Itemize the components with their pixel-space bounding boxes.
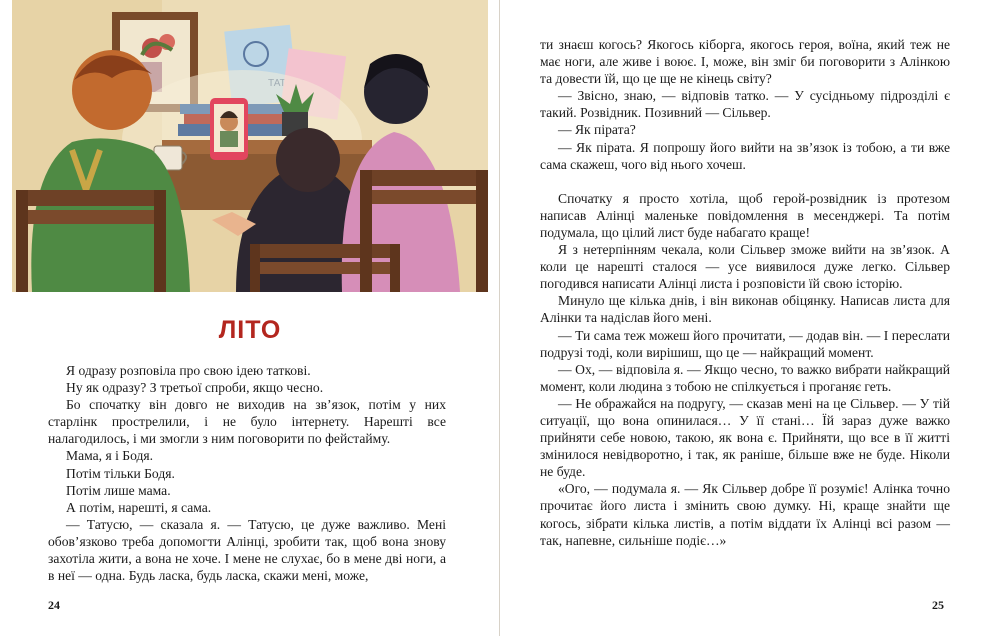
paragraph: Я одразу розповіла про свою ідею таткові. bbox=[66, 363, 311, 378]
paragraph: Потім тільки Бодя. bbox=[66, 465, 175, 481]
paragraph: Бо спочатку він довго не виходив на зв’язок, потім у них старлінк прострелили, і не було інтернету. Нарешті все налагодилось, і ми змогли з ним поговорити по фейстайму. bbox=[48, 397, 446, 447]
paragraph: — Ох, — відповіла я. — Якщо чесно, то важко вибрати найкращий момент, коли людина з тобою не спілкується і проганяє геть. bbox=[540, 361, 950, 394]
paragraph: — Татусю, — сказала я. — Татусю, це дуже важливо. Мені обов’язково треба допомогти Алінці, зробити так, щоб вона знову захотіла жити, а вона не хоче. І мене не слухає, бо в мене дві ноги, а в неї — одна. Будь ласка, будь ласка, скажи мені, може, bbox=[48, 516, 446, 584]
paragraph: Минуло ще кілька днів, і він виконав обіцянку. Написав листа для Алінки та надіслав його мені. bbox=[540, 293, 950, 326]
phone-video-call bbox=[210, 98, 248, 160]
paragraph: «Ого, — подумала я. — Як Сільвер добре її розуміє! Алінка точно прочитає його листа і змінить свою думку. Ні, краще знайти ще когось, зібрати кілька листів, а потім віддати їх Алінці всі разом — так, напевне, сильніше подіє…» bbox=[540, 481, 950, 548]
paragraph: — Звісно, знаю, — відповів татко. — У сусідньому підрозділі є такий. Розвідник. Позивний — Сільвер. bbox=[540, 88, 950, 121]
paragraph: Спочатку я просто хотіла, щоб герой-розвідник із протезом написав Алінці маленьке повідомлення в месенджері. Та потім подумала, що цілий лист буде набагато краще! bbox=[540, 190, 950, 240]
chapter-title: ЛІТО bbox=[218, 316, 282, 344]
right-page-text bbox=[540, 36, 950, 549]
page-number: 25 bbox=[932, 598, 944, 612]
paragraph: Я з нетерпінням чекала, коли Сільвер зможе вийти на зв’язок. А коли це нарешті сталося — усе виявилося дуже легко. Сільвер погодився написати Алінці листа і розповісти їй свою історію. bbox=[540, 242, 950, 292]
paragraph: Мама, я і Бодя. bbox=[66, 448, 154, 464]
paragraph: Ну як одразу? З третьої спроби, якщо чесно. bbox=[66, 380, 324, 396]
family-video-call-illustration bbox=[12, 0, 488, 292]
paragraph: — Як пірата. Я попрошу його вийти на зв’язок із тобою, а ти вже сама скажеш, чого від нього хочеш. bbox=[540, 139, 950, 172]
paragraph: — Ти сама теж можеш його прочитати, — додав він. — І переслати подрузі тоді, коли вирішиш, що це — найкращий момент. bbox=[540, 327, 950, 360]
paragraph: — Як пірата? bbox=[558, 122, 636, 138]
paragraph: А потім, нарешті, я сама. bbox=[66, 499, 212, 515]
right-page bbox=[500, 0, 1000, 636]
paragraph: Потім лише мама. bbox=[66, 482, 171, 498]
left-page-text bbox=[48, 362, 446, 584]
page-number: 24 bbox=[48, 598, 60, 612]
paragraph: ти знаєш когось? Якогось кіборга, якогось героя, воїна, який теж не має ноги, але живе і воює. І, може, він зміг би поговорити з Алінкою та довести їй, що це ще не кінець світу? bbox=[540, 37, 950, 87]
paragraph: — Не ображайся на подругу, — сказав мені на це Сільвер. — У тій ситуації, що вона опинилася… У її стані… Їй зараз дуже важко прийняти себе новою, такою, як вона є. Прийняти, що все в її житті змінилося невідворотно, і так, як раніше, більше вже не буде. Ніколи не буде. bbox=[540, 395, 950, 480]
